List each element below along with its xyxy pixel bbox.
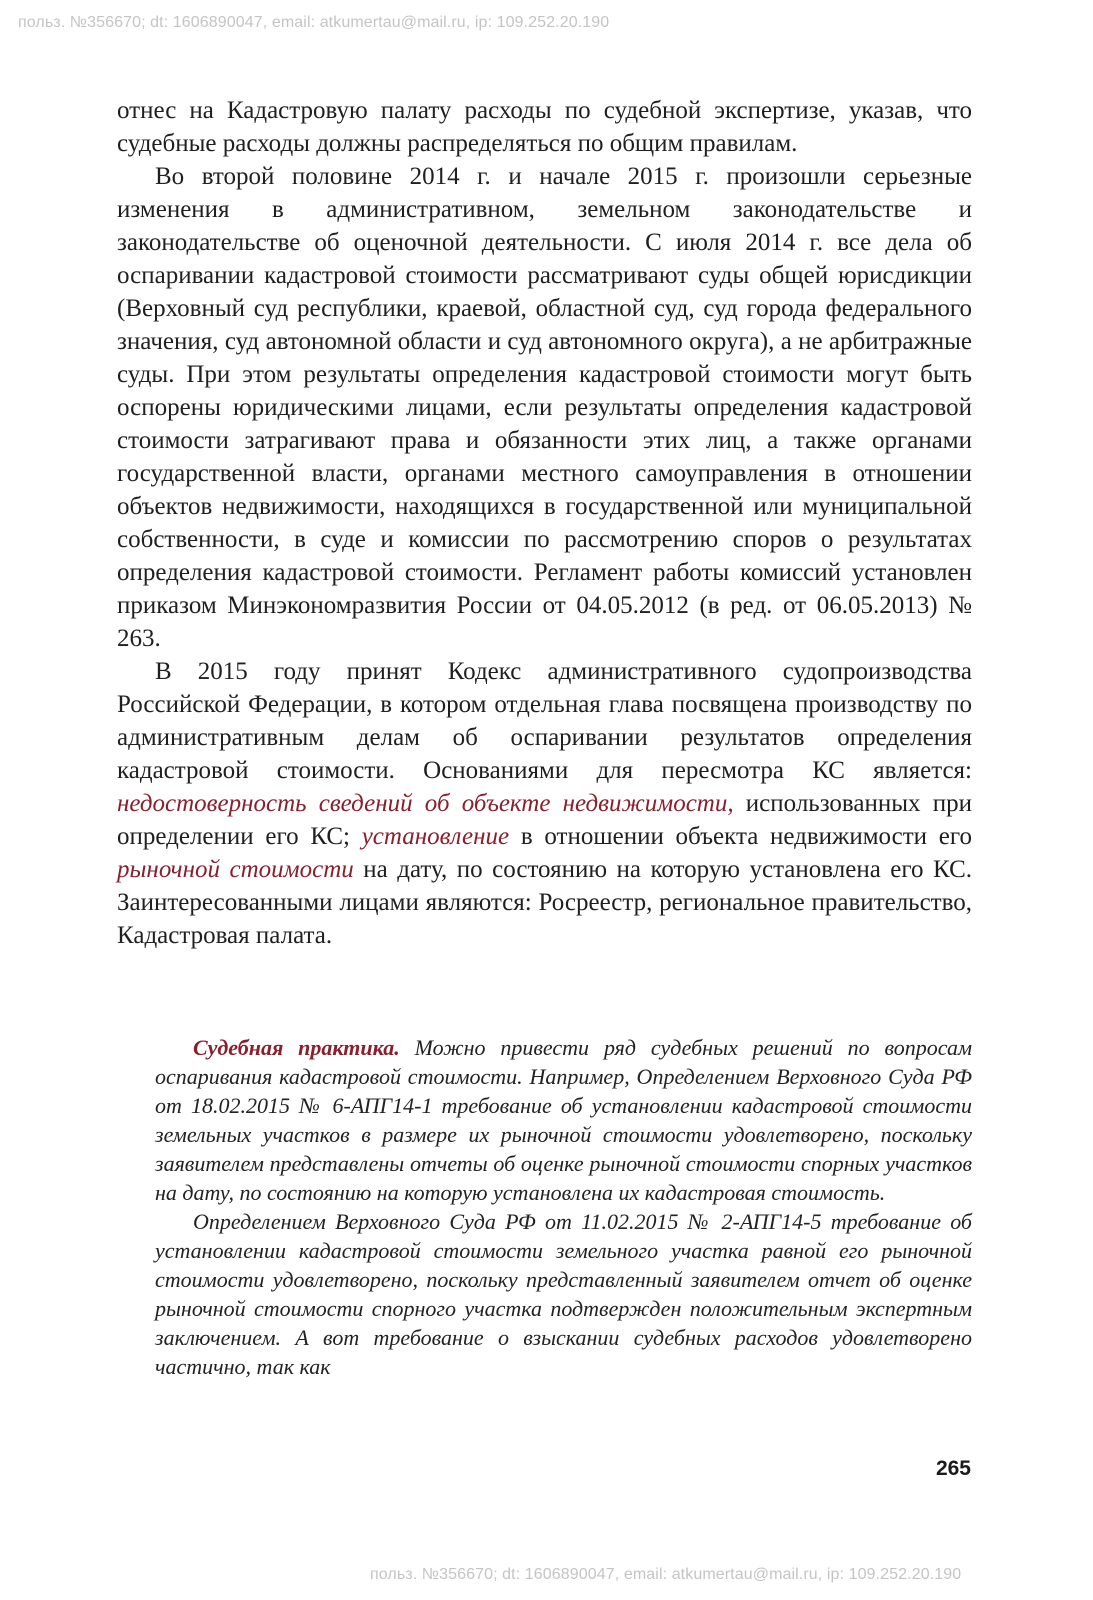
paragraph-3-text-d: на дату, по состоянию на которую установлена его КС. Заинтересованными лицами являются: Росреестр, региональное правительство, Кадастровая палата. — [117, 856, 972, 949]
watermark-top: польз. №356670; dt: 1606890047, email: atkumertau@mail.ru, ip: 109.252.20.190 — [18, 14, 610, 31]
court-practice-block — [155, 1033, 972, 1381]
practice-paragraph-1-text: Можно привести ряд судебных решений по вопросам оспаривания кадастровой стоимости. Например, Определением Верховного Суда РФ от 18.02.2015 № 6-АПГ14-1 требование об установлении кадастровой стоимости земельных участков в размере их рыночной стоимости удовлетворено, поскольку заявителем представлены отчеты об оценке рыночной стоимости спорных участков на дату, по состоянию на которую установлена их кадастровая стоимость. — [155, 1035, 972, 1205]
paragraph-3-text-a: В 2015 году принят Кодекс административного судопроизводства Российской Федерации, в котором отдельная глава посвящена производству по административным делам об оспаривании результатов определения кадастровой стоимости. Основаниями для пересмотра КС является: — [117, 658, 972, 784]
paragraph-3-text-c: в отношении объекта недвижимости его — [509, 823, 972, 850]
page-number: 265 — [935, 1457, 971, 1480]
watermark-bottom: польз. №356670; dt: 1606890047, email: atkumertau@mail.ru, ip: 109.252.20.190 — [370, 1566, 962, 1583]
main-text — [117, 94, 972, 952]
highlight-unreliable-info: недостоверность сведений об объекте недвижимости, — [117, 790, 734, 817]
practice-title: Судебная практика. — [193, 1035, 400, 1060]
practice-paragraph-2: Определением Верховного Суда РФ от 11.02.2015 № 2-АПГ14-5 требование об установлении кадастровой стоимости земельного участка равной его рыночной стоимости удовлетворено, поскольку представленный заявителем отчет об оценке рыночной стоимости спорного участка подтвержден положительным экспертным заключением. А вот требование о взыскании судебных расходов удовлетворено частично, так как — [155, 1209, 972, 1379]
highlight-market-value: рыночной стоимости — [117, 856, 354, 883]
paragraph-2: Во второй половине 2014 г. и начале 2015 г. произошли серьезные изменения в административном, земельном законодательстве и законодательстве об оценочной деятельности. С июля 2014 г. все дела об оспаривании кадастровой стоимости рассматривают суды общей юрисдикции (Верховный суд республики, краевой, областной суд, суд города федерального значения, суд автономной области и суд автономного округа), а не арбитражные суды. При этом результаты определения кадастровой стоимости могут быть оспорены юридическими лицами, если результаты определения кадастровой стоимости затрагивают права и обязанности этих лиц, а также органами государственной власти, органами местного самоуправления в отношении объектов недвижимости, находящихся в государственной или муниципальной собственности, в суде и комиссии по рассмотрению споров о результатах определения кадастровой стоимости. Регламент работы комиссий установлен приказом Минэкономразвития России от 04.05.2012 (в ред. от 06.05.2013) № 263. — [117, 163, 972, 652]
paragraph-3 — [117, 655, 972, 952]
practice-paragraph-1 — [155, 1033, 972, 1207]
paragraph-1: отнес на Кадастровую палату расходы по судебной экспертизе, указав, что судебные расходы должны распределяться по общим правилам. — [117, 97, 972, 157]
paragraph-3-text-b: использованных при определении его КС; — [117, 790, 972, 850]
highlight-establishment: установление — [361, 823, 510, 850]
